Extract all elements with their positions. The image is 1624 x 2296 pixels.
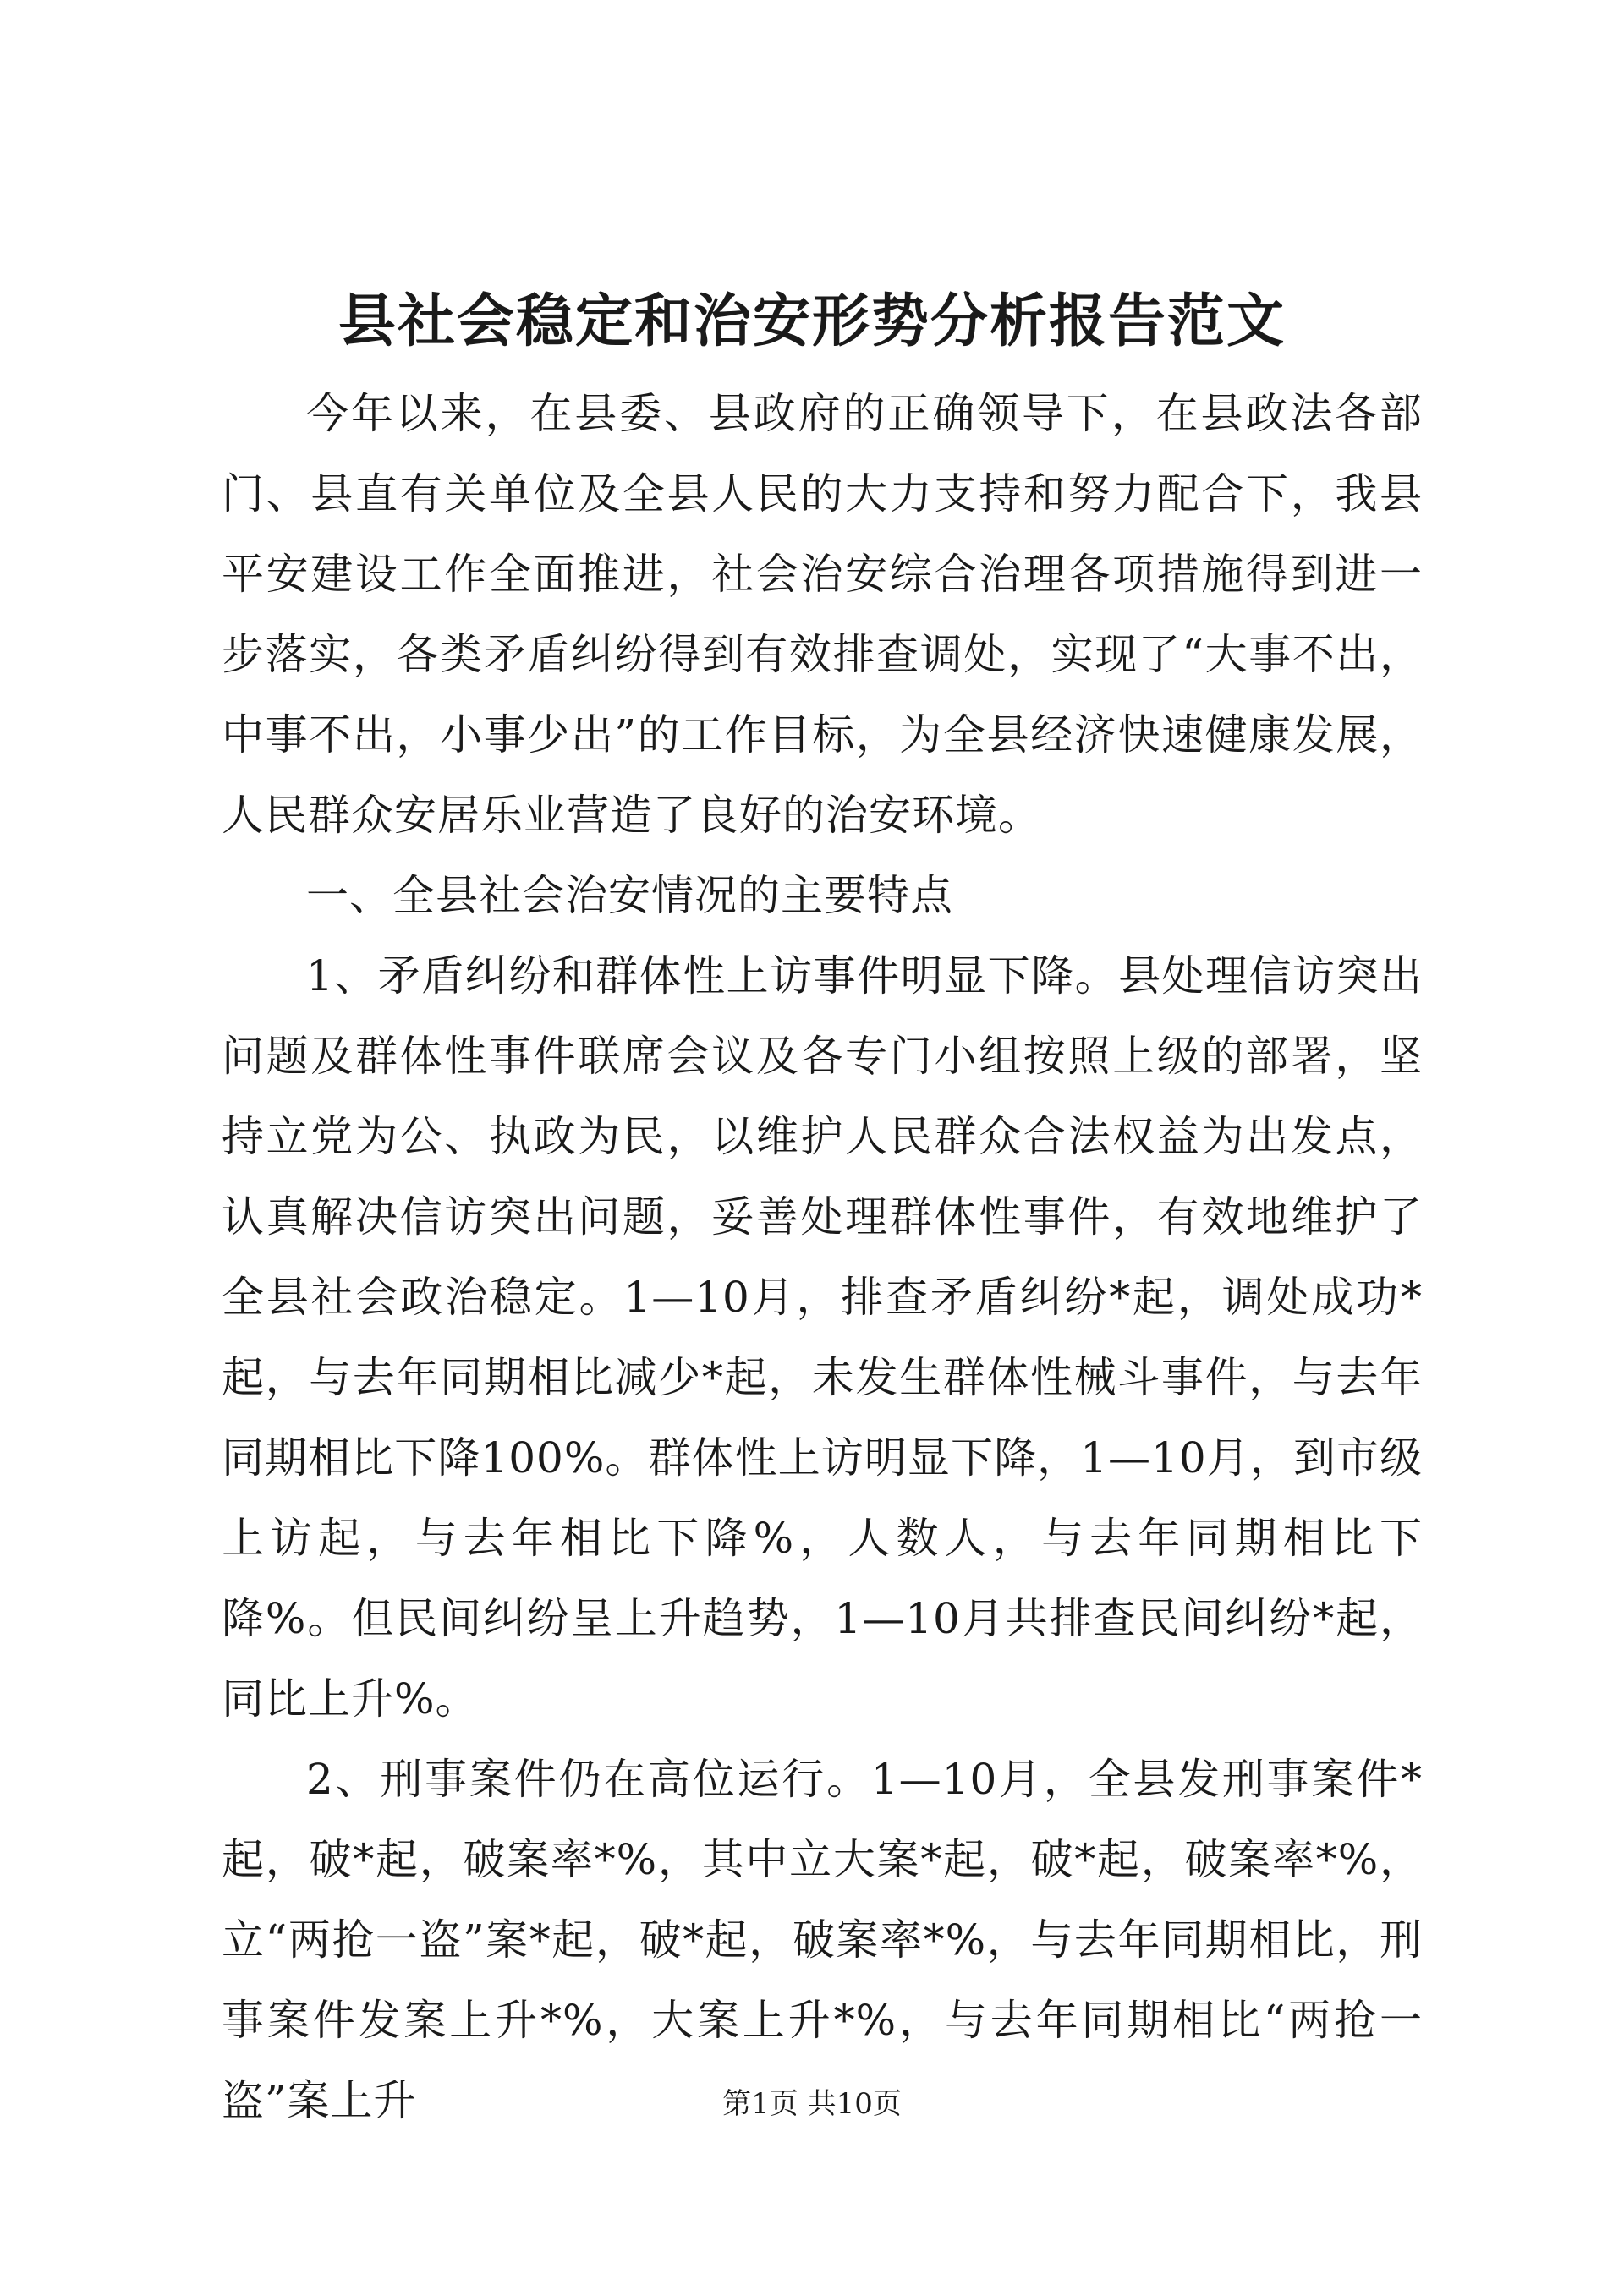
- page-footer: 第1页 共10页: [722, 2087, 902, 2121]
- paragraph-point-2: 2、刑事案件仍在高位运行。1—10月，全县发刑事案件*起，破*起，破案率*%，其中立大案*起，破*起，破案率*%，立“两抢一盗”案*起，破*起，破案率*%，与去年同期相比，刑事案件发案上升*%，大案上升*%，与去年同期相比“两抢一盗”案上升: [222, 1755, 1423, 2125]
- paragraph-point-1: 1、矛盾纠纷和群体性上访事件明显下降。县处理信访突出问题及群体性事件联席会议及各专门小组按照上级的部署，坚持立党为公、执政为民，以维护人民群众合法权益为出发点，认真解决信访突出问题，妥善处理群体性事件，有效地维护了全县社会政治稳定。1—10月，排查矛盾纠纷*起，调处成功*起，与去年同期相比减少*起，未发生群体性械斗事件，与去年同期相比下降100%。群体性上访明显下降，1—10月，到市级上访起，与去年相比下降%，人数人，与去年同期相比下降%。但民间纠纷呈上升趋势，1—10月共排查民间纠纷*起，同比上升%。: [222, 951, 1423, 1723]
- paragraph-intro: 今年以来，在县委、县政府的正确领导下，在县政法各部门、县直有关单位及全县人民的大力支持和努力配合下，我县平安建设工作全面推进，社会治安综合治理各项措施得到进一步落实，各类矛盾纠纷得到有效排查调处，实现了“大事不出，中事不出，小事少出”的工作目标，为全县经济快速健康发展，人民群众安居乐业营造了良好的治安环境。: [222, 389, 1423, 840]
- document-body: [222, 374, 1423, 2141]
- section-heading: 一、全县社会治安情况的主要特点: [306, 871, 953, 920]
- document-title: 县社会稳定和治安形势分析报告范文: [337, 288, 1286, 355]
